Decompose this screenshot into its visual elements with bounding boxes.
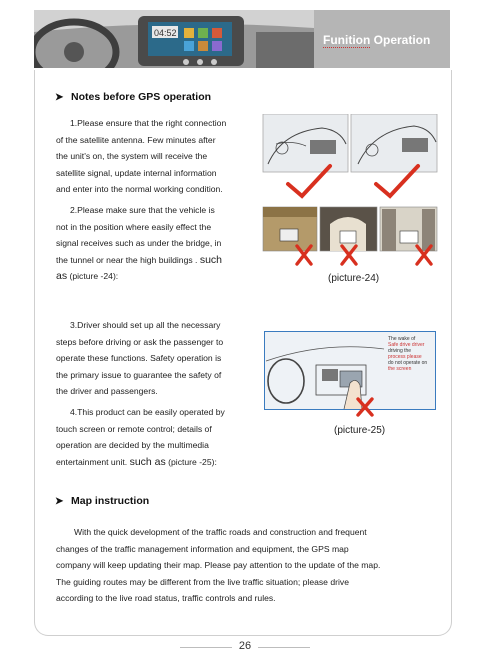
note-line: process please [388, 354, 422, 360]
footer-rule-left [180, 647, 232, 648]
note-line: the screen [388, 366, 412, 372]
note-line: Safe drive driver [388, 342, 425, 348]
text-line: the unit's on, the system will receive the [56, 151, 208, 162]
text-line: the driver and passengers. [56, 386, 158, 397]
header-photo [34, 10, 314, 68]
footer-rule-right [258, 647, 310, 648]
bridge-wrong-image [263, 207, 317, 251]
section-heading-map [55, 495, 149, 507]
screen-clock: 04:52 [154, 28, 177, 38]
tunnel-wrong-image [320, 207, 377, 251]
cross-mark-icon [354, 396, 376, 418]
page-title-word: Funition [323, 33, 371, 47]
arrow-bullet-icon: ➤ [55, 92, 64, 103]
text-line: operation are decided by the multimedia [56, 440, 209, 451]
text-line: of the satellite antenna. Few minutes after [56, 134, 216, 145]
paragraph-4 [56, 404, 225, 470]
text-line: (picture -25): [168, 456, 217, 467]
text-line: steps before driving or ask the passenger to [56, 336, 224, 347]
heading-text: Notes before GPS operation [71, 91, 212, 103]
arrow-bullet-icon: ➤ [55, 496, 64, 507]
note-line: The wake of [388, 336, 416, 342]
text-line: 1.Please ensure that the right connection [70, 118, 227, 128]
text-line: entertainment unit. [56, 456, 128, 467]
car-dashboard-image [34, 10, 314, 68]
buildings-wrong-image [380, 207, 437, 251]
picture-24 [262, 114, 438, 268]
page-number: 26 [238, 640, 252, 652]
text-line: according to the live road status, traffic controls and rules. [56, 593, 276, 604]
caption-picture-24: (picture-24) [328, 273, 380, 284]
note-line: driving the [388, 348, 412, 354]
caption-picture-25: (picture-25) [334, 425, 386, 436]
text-large: as [56, 270, 68, 283]
text-line: the primary issue to guarantee the safety of [56, 369, 222, 380]
text-line: satellite signal, update internal information [56, 167, 217, 178]
text-line: signal receives such as under the bridge, in [56, 238, 222, 249]
text-line: changes of the traffic management information and equipment, the GPS map [56, 543, 349, 554]
text-line: With the quick development of the traffic roads and construction and frequent [74, 527, 367, 537]
page-title-rest: Operation [370, 33, 431, 47]
text-line: 3.Driver should set up all the necessary [70, 320, 221, 330]
text-large: such [199, 253, 222, 266]
section-heading-gps [55, 91, 211, 103]
paragraph-map [56, 524, 380, 607]
paragraph-2 [56, 202, 222, 285]
picture-25-note [388, 336, 438, 372]
text-line: company will keep updating their map. Please pay attention to the update of the map. [56, 560, 381, 571]
text-line: not in the position where easily effect the [56, 221, 212, 232]
heading-text: Map instruction [71, 495, 150, 507]
text-line: The guiding routes may be different from the live traffic situation; please drive [56, 576, 349, 587]
page-header [34, 10, 450, 68]
text-line: operate these functions. Safety operation is [56, 353, 222, 364]
text-line: (picture -24): [69, 271, 119, 282]
header-title-box [314, 10, 450, 68]
antenna-correct-image-2 [351, 114, 437, 172]
page-title [323, 33, 430, 47]
text-line: 4.This product can be easily operated by [70, 407, 225, 417]
note-line: do not operate on [388, 360, 428, 366]
text-line: touch screen or remote control; details of [56, 423, 212, 434]
text-large: such as [129, 455, 166, 468]
text-line: the tunnel or near the high buildings . [56, 254, 198, 265]
text-line: 2.Please make sure that the vehicle is [70, 205, 215, 215]
antenna-correct-image-1 [263, 114, 348, 172]
paragraph-3 [56, 317, 223, 400]
text-line: and enter into the normal working condition. [56, 184, 223, 195]
paragraph-1 [56, 115, 226, 198]
